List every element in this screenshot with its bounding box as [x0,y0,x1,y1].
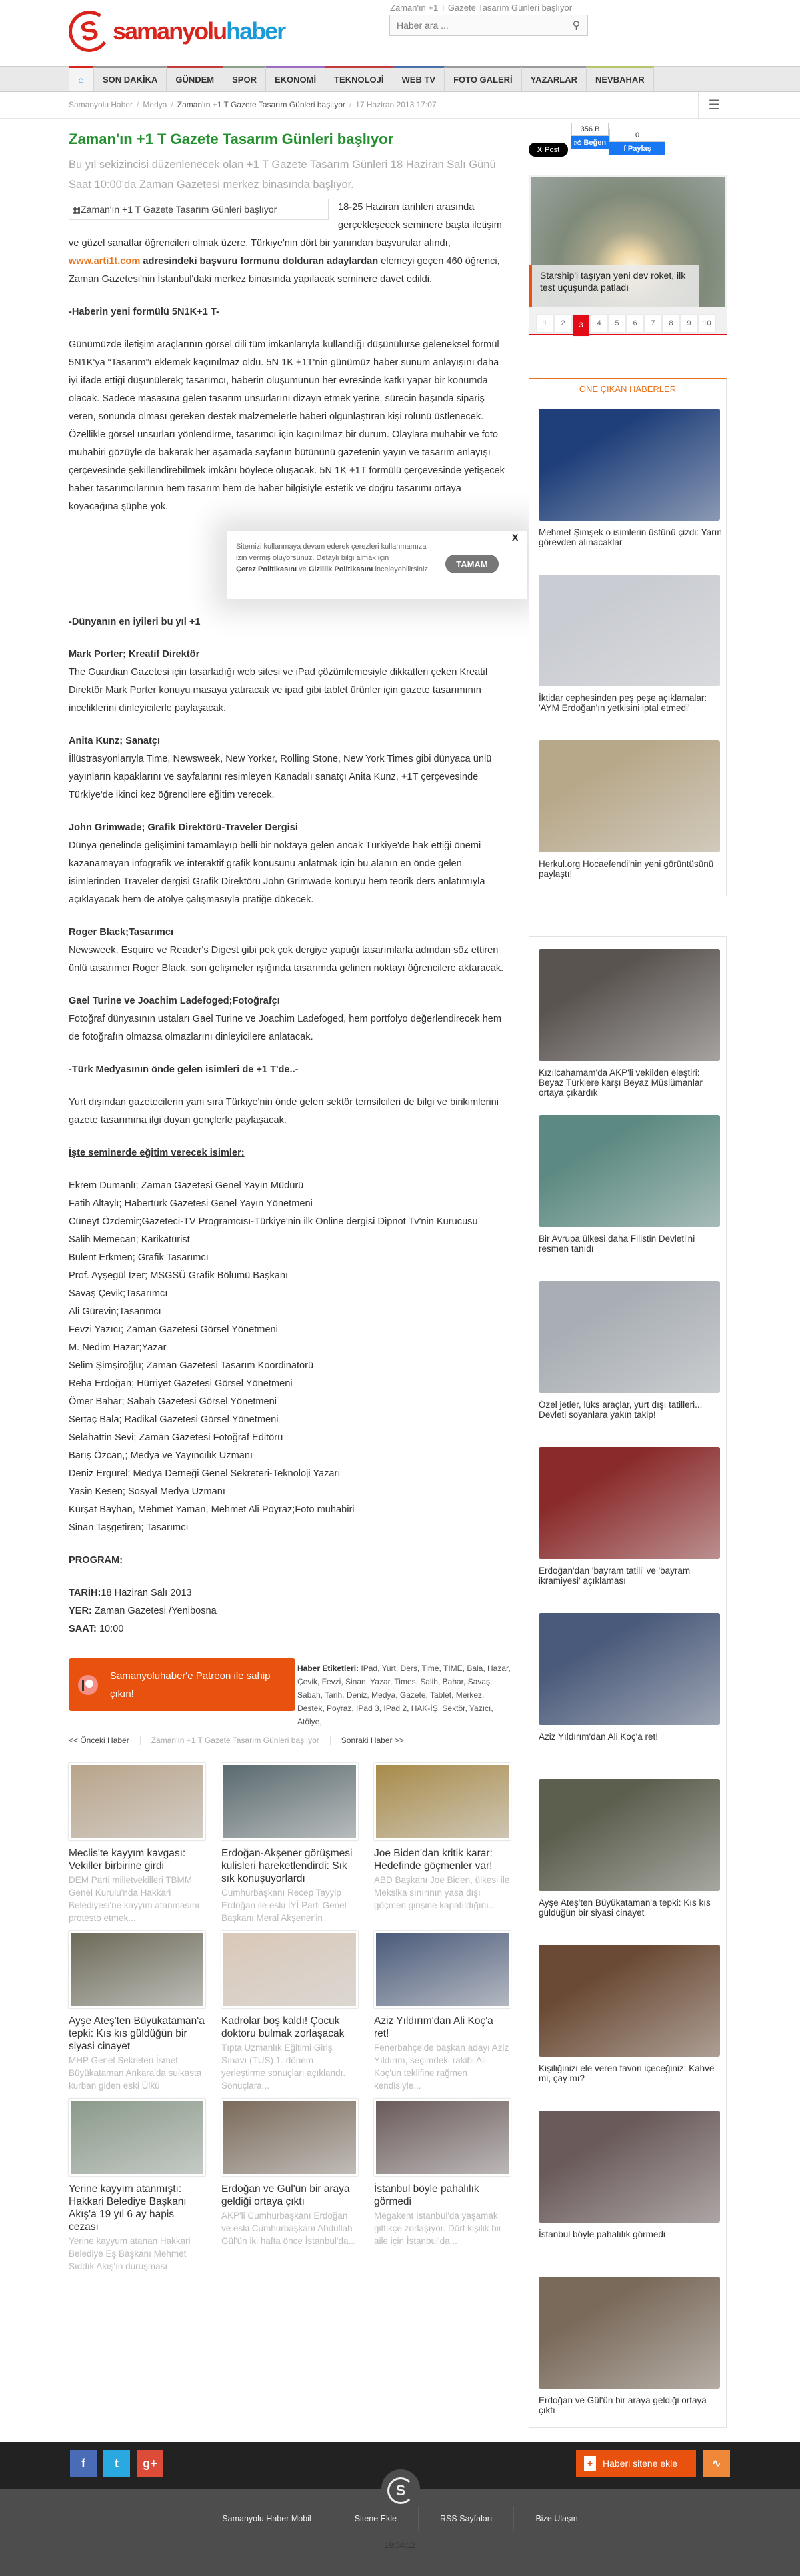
nav-item[interactable]: SPOR [223,66,266,91]
search-icon[interactable]: ⚲ [565,15,587,35]
nav-home-icon[interactable]: ⌂ [69,66,94,91]
headline-slider[interactable] [529,175,727,335]
article-text: Yurt dışından gazetecilerin yanı sıra Türkiye'nin önde gelen sektör temsilcileri de bilgi ve birikimlerini gazete tasarımına ilgi duyan gençlerle paylaşacak. [69,1097,499,1126]
close-icon[interactable]: X [512,532,519,543]
article-paragraph [69,1061,505,1079]
tags-label: Haber Etiketleri [297,1664,357,1673]
speaker-line: Deniz Ergürel; Medya Derneği Genel Sekreteri-Teknoloji Yazarı [69,1468,341,1479]
nav-item[interactable]: EKONOMİ [266,66,325,91]
related-card[interactable] [69,1763,205,1924]
speaker-line: Cüneyt Özdemir;Gazeteci-TV Programcısı-Türkiye'nin ilk Online dergisi Dipnot Tv'nin Kurucusu [69,1216,478,1227]
article-paragraph [69,924,505,978]
thumbs-up-icon: 👍︎ [573,139,582,147]
slider-page-9[interactable]: 9 [681,315,697,332]
add-site-label: Haberi sitene ekle [603,2458,678,2469]
breadcrumb-home[interactable]: Samanyolu Haber [69,100,133,109]
more-news-item[interactable] [529,2277,726,2443]
slider-page-5[interactable]: 5 [609,315,625,332]
breadcrumb-category[interactable]: Medya [143,100,167,109]
news-tags: Haber Etiketleri: IPad, Yurt, Ders, Time, TIME, Bala, Hazar, Çevik, Fevzi, Sinan, Yazar, Times, Salih, Bahar, Savaş, Sabah, Tarih, Deniz, Medya, Gazete, Tablet, Merkez, Destek, Poyraz, IPad 3, IPad 2, HAK-İŞ, Sektör, Yazıcı, Atölye, [297,1664,511,1726]
more-news-item[interactable] [529,1779,726,1945]
more-news-image[interactable] [539,1281,720,1393]
article-paragraph [69,613,505,631]
slider-page-1[interactable]: 1 [537,315,553,332]
nav-item[interactable]: TEKNOLOJİ [325,66,393,91]
speaker-line: Selim Şimşiroğlu; Zaman Gazetesi Tasarım Koordinatörü [69,1360,314,1371]
article-paragraph [69,1552,505,1570]
more-news-item[interactable] [529,1447,726,1613]
speaker-line: Ömer Bahar; Sabah Gazetesi Görsel Yönetmeni [69,1396,277,1407]
more-news-image[interactable] [539,1613,720,1725]
related-card[interactable] [221,1763,358,1924]
related-image[interactable] [69,2099,205,2176]
related-summary: Cumhurbaşkanı Recep Tayyip Erdoğan ile eski İYİ Parti Genel Başkanı Meral Akşener'in [221,1888,347,1923]
related-image[interactable] [374,1763,511,1840]
broken-image-icon: ▦ [72,204,81,215]
cookie-text [236,541,439,575]
breadcrumb-bar [0,92,800,119]
slider-page-8[interactable]: 8 [663,315,679,332]
related-card[interactable] [69,2099,205,2273]
related-card[interactable] [374,1763,511,1924]
article-subheading: Anita Kunz; Sanatçı [69,736,161,746]
article-paragraph [69,732,505,804]
article-paragraph [69,1144,505,1162]
more-news-title[interactable]: Kızılcahamam'da AKP'li vekilden eleştiri: Beyaz Türklere karşı Beyaz Müslümanlar ortaya çıkardık [539,1068,703,1098]
like-count: 356 B [571,123,609,136]
nav-item[interactable]: GÜNDEM [167,66,223,91]
article-subheading: Mark Porter; Kreatif Direktör [69,649,200,660]
related-summary: AKP'li Cumhurbaşkanı Erdoğan ve eski Cumhurbaşkanı Abdullah Gül'ün iki hafta önce İstanbul'da... [221,2211,356,2246]
related-card[interactable] [221,2099,358,2273]
slider-page-10[interactable]: 10 [699,315,715,332]
related-title[interactable]: Kadrolar boş kaldı! Çocuk doktoru bulmak zorlaşacak [221,2015,345,2039]
article-paragraph [69,336,505,516]
article-text: İllüstrasyonlarıyla Time, Newsweek, New Yorker, Rolling Stone, New York Times gibi dünyaca ünlü yayınların kapaklarını ve sayfalarını resimleyen Kanadalı sanatçı Anita Kunz, +1T çerçevesinde Türkiye'de ikinci kez öğrencilere eğitim verecek. [69,754,492,800]
featured-item[interactable] [529,740,726,906]
more-news-item[interactable] [529,1613,726,1779]
breadcrumb-current: Zaman'ın +1 T Gazete Tasarım Günleri başlıyor [177,100,345,109]
cookie-accept-button[interactable]: TAMAM [445,555,499,573]
main-nav [0,66,800,92]
related-title[interactable]: Joe Biden'dan kritik karar: Hedefinde göçmenler var! [374,1848,493,1872]
nav-item[interactable]: FOTO GALERİ [445,66,522,91]
more-news-title[interactable]: Kişiliğinizi ele veren favori içeceğiniz: Kahve mi, çay mı? [539,2063,715,2083]
speaker-line: Reha Erdoğan; Hürriyet Gazetesi Görsel Yönetmeni [69,1378,293,1389]
speaker-line: Prof. Ayşegül İzer; MSGSÜ Grafik Bölümü Başkanı [69,1270,289,1281]
breadcrumb: Samanyolu Haber / Medya / Zaman'ın +1 T Gazete Tasarım Günleri başlıyor / 17 Haziran 2013 17:07 [69,100,437,109]
add-to-site-button[interactable] [576,2450,696,2477]
more-news-item[interactable] [529,2111,726,2277]
speaker-line: Fevzi Yazıcı; Zaman Gazetesi Görsel Yönetmeni [69,1324,278,1335]
article-image-broken [69,199,329,220]
related-summary: Fenerbahçe'de başkan adayı Aziz Yıldırım, seçimdeki rakibi Ali Koç'un teklifine rağmen kendisiyle... [374,2043,509,2091]
speaker-line: Selahattin Sevi; Zaman Gazetesi Fotoğraf Editörü [69,1432,283,1443]
featured-image[interactable] [539,575,720,686]
privacy-policy-link[interactable]: Gizlilik Politikasını [308,565,373,573]
slider-page-7[interactable]: 7 [645,315,661,332]
featured-item[interactable] [529,409,726,575]
article-pager [69,1732,511,1748]
plus-doc-icon: + [584,2456,596,2471]
search-label: Zaman'ın +1 T Gazete Tasarım Günleri başlıyor [390,3,573,13]
featured-heading: ÖNE ÇIKAN HABERLER [529,378,727,398]
nav-item[interactable]: NEVBAHAR [587,66,654,91]
article-subheading: İşte seminerde eğitim verecek isimler: [69,1148,245,1158]
footer-link[interactable]: Bize Ulaşın [535,2514,578,2523]
more-news-item[interactable] [529,1945,726,2111]
facebook-like[interactable] [571,123,609,149]
logo-text-samanyolu: samanyolu [113,17,227,45]
article-text: Fotoğraf dünyasının ustaları Gael Turine ve Joachim Ladefoged, hem portfolyo değerlendirecek hem de fotoğrafın olmazsa olmazlarını dinleyicilere anlatacak. [69,1014,501,1042]
article-text: Günümüzde iletişim araçlarının görsel dili tüm imkanlarıyla kullandığı düşünülürse geleneksel formül 5N1K'ya “Tasarım”ı eklemek kaçınılmaz oldu. 5N 1K +1T'nin günümüz haber sunum anlayışını daha iyi ifade ettiği düşünülerek; tasarımcı, haberin oluşumunun her evresinde katkı yapar bir konumda olacak. Sadece masasına gelen tasarım unsurlarını dizayn etmek yerine, sürecin başında sipariş veren, sonunda olması gereken destek malzemelerle haberi olgunlaştıran kişi rolünü üstlenecek. Özellikle görsel unsurları yönlendirme, tasarımcı için kaçınılmaz bir durum. Olaylara muhabir ve foto muhabiri gözüyle de bakarak her aşamada sayfanın bütününü gazetenin yayın ve tasarım anlayışı çerçevesinde şekillendirebilmek imkânı böylece oluşacak. 5N 1K +1T formülü çerçevesinde yetişecek haber tasarımcılarının hem tasarım hem de haber bilgisiyle estetik ve doğru tasarımı ortaya koyacağına şüphe yok. [69,339,505,512]
search-box [389,15,588,36]
article-footer [69,1658,511,2273]
featured-title[interactable]: İktidar cephesinden peş peşe açıklamalar: 'AYM Erdoğan'ın yetkisini iptal etmedi' [539,693,707,713]
slider-page-4[interactable]: 4 [591,315,607,332]
more-news-image[interactable] [539,2111,720,2223]
slider-page-2[interactable]: 2 [555,315,571,332]
footer-links [0,2506,800,2531]
slider-caption[interactable]: Starship'i taşıyan yeni dev roket, ilk test uçuşunda patladı [529,265,699,307]
article-subheading: Roger Black;Tasarımcı [69,927,174,938]
article-text: Newsweek, Esquire ve Reader's Digest gibi pek çok dergiye yaptığı tasarımlarla adından söz ettiren ünlü tasarımcı Roger Black, son gelişmeler ışığında tasarımda gelinen noktayı öğrencilere aktaracak. [69,945,504,974]
article-subheading: -Türk Medyasının önde gelen isimleri de +1 T'de..- [69,1064,299,1075]
related-summary: Yerine kayyum atanan Hakkari Belediye Eş Başkanı Mehmet Sıddık Akış'ın duruşması [69,2236,191,2271]
menu-icon[interactable]: ☰ [698,92,730,118]
speaker-line: Sertaç Bala; Radikal Gazetesi Görsel Yönetmeni [69,1414,279,1425]
logo-text-haber: haber [226,17,285,45]
footer-link[interactable]: Sitene Ekle [333,2506,419,2531]
article-lead: Bu yıl sekizincisi düzenlenecek olan +1 T Gazete Tasarım Günleri 18 Haziran Salı Günü Saat 10:00'da Zaman Gazetesi merkez binasında başlıyor. [69,159,496,191]
more-news-title[interactable]: Özel jetler, lüks araçlar, yurt dışı tatilleri... Devleti soyanlara yakın takip! [539,1400,703,1420]
pager-current: Zaman'ın +1 T Gazete Tasarım Günleri başlıyor [140,1736,331,1745]
related-summary: Tıpta Uzmanlık Eğitimi Giriş Sınavı (TUS) 1. dönem yerleştirme sonuçları açıklandı. Sonuçlara... [221,2043,346,2091]
related-title[interactable]: Erdoğan ve Gül'ün bir araya geldiği ortaya çıktı [221,2183,350,2207]
related-image[interactable] [221,1763,358,1840]
article-subheading: adresindeki başvuru formunu dolduran adaylardan [140,256,379,267]
article-paragraph [69,303,505,321]
facebook-icon[interactable]: f [70,2450,97,2477]
more-news-image[interactable] [539,1115,720,1227]
x-post-label: Post [545,145,560,154]
featured-image[interactable] [539,409,720,521]
tags-list[interactable]: IPad, Yurt, Ders, Time, TIME, Bala, Hazar, Çevik, Fevzi, Sinan, Yazar, Times, Salih, Bahar, Savaş, Sabah, Tarih, Deniz, Medya, Gazete, Tablet, Merkez, Destek, Poyraz, IPad 3, IPad 2, HAK-İŞ, Sektör, Yazıcı, Atölye, [297,1664,511,1726]
related-image[interactable] [69,1763,205,1840]
article-text: 18 Haziran Salı 2013 [101,1588,192,1598]
more-news-item[interactable] [529,1281,726,1447]
article-subheading: PROGRAM: [69,1555,123,1566]
cookie-text-2: inceleyebilirsiniz. [375,565,431,573]
next-news-link[interactable]: Sonraki Haber >> [341,1736,404,1745]
footer-link[interactable]: RSS Sayfaları [419,2506,515,2531]
related-summary: MHP Genel Sekreteri İsmet Büyükataman Ankara'da suikasta kurban giden eski Ülkü [69,2055,202,2091]
google-plus-icon[interactable]: g+ [137,2450,163,2477]
article-text: Dünya genelinde gelişimini tamamlayıp belli bir noktaya gelen ancak Türkiye'de hak ettiği önemi kazanamayan infografik ve interaktif grafik konusunu anlatmak için bu alanın en önde gelen isimlerinden Traveler dergisi Grafik Direktörü John Grimwade konuyu hem teorik ders anlatımıyla açıklayacak hem de atölye çalışmasıyla pratiğe dökecek. [69,840,485,905]
twitter-icon[interactable]: t [103,2450,130,2477]
slider-pager [537,315,715,336]
like-label: Beğen [583,139,607,147]
related-image[interactable] [69,1931,205,2008]
article-subheading: John Grimwade; Grafik Direktörü-Traveler Dergisi [69,822,298,833]
article-text: The Guardian Gazetesi için tasarladığı web sitesi ve iPad çözümlemesiyle dikkatleri çeken Kreatif Direktör Mark Porter konuyu masaya yatıracak ve ipad gibi tablet ürünler için gazete tasarımının inceliklerini dinleyicilerle paylaşacak. [69,667,488,714]
related-card[interactable] [221,1931,358,2092]
featured-news [529,398,727,896]
article-paragraph [69,1094,505,1130]
cookie-and: ve [299,565,307,573]
related-summary: ABD Başkanı Joe Biden, ülkesi ile Meksika sınırının yasa dışı göçmen girişine kapatıldığını... [374,1875,510,1910]
speaker-line: Savaş Çevik;Tasarımcı [69,1288,168,1299]
patreon-button[interactable] [69,1658,295,1711]
speaker-line: Ali Gürevin;Tasarımcı [69,1306,161,1317]
featured-title[interactable]: Herkul.org Hocaefendi'nin yeni görüntüsünü paylaştı! [539,859,714,879]
featured-image[interactable] [539,740,720,852]
featured-title[interactable]: Mehmet Şimşek o isimlerin üstünü çizdi: Yarın görevden alınacaklar [539,527,722,547]
main-column [69,199,519,2273]
more-news-image[interactable] [539,1779,720,1891]
cookie-policy-link[interactable]: Çerez Politikasını [236,565,297,573]
more-news-title[interactable]: Aziz Yıldırım'dan Ali Koç'a ret! [539,1732,658,1742]
speaker-line: Fatih Altaylı; Habertürk Gazetesi Genel Yayın Yönetmeni [69,1198,313,1209]
article-paragraph [69,819,505,909]
related-title[interactable]: İstanbul böyle pahalılık görmedi [374,2183,479,2207]
slider-page-3[interactable]: 3 [573,315,589,336]
article-subheading: -Dünyanın en iyileri bu yıl +1 [69,617,201,627]
share-label: Paylaş [627,145,651,153]
cookie-banner [227,531,527,599]
related-image[interactable] [374,2099,511,2176]
article-link[interactable]: www.arti1t.com [69,256,141,267]
related-summary: Megakent İstanbul'da yaşamak gittikçe zorlaşıyor. Dört kişilik bir aile için İstanbul'da... [374,2211,502,2246]
patreon-label: Samanyoluhaber'e Patreon ile sahip çıkın! [110,1670,271,1700]
article-title: Zaman'ın +1 T Gazete Tasarım Günleri başlıyor [69,131,394,147]
more-news-title[interactable]: Erdoğan'dan 'bayram tatili' ve 'bayram ikramiyesi' açıklaması [539,1566,691,1586]
footer-logo-s-icon: S [387,2477,414,2504]
article-text: 18-25 Haziran tarihleri arasında gerçekleşecek seminere başta iletişim ve güzel sanatlar öğrencileri olmak üzere, Türkiye'nin dört bir yanından başvurular alındı, [69,202,502,249]
article-subheading: YER: [69,1606,92,1616]
related-card[interactable] [374,1931,511,2092]
nav-item[interactable]: SON DAKİKA [94,66,167,91]
article-subheading: -Haberin yeni formülü 5N1K+1 T- [69,307,219,317]
x-post-button[interactable] [529,143,568,157]
speaker-line: Yasin Kesen; Sosyal Medya Uzmanı [69,1486,225,1497]
article-subheading: Gael Turine ve Joachim Ladefoged;Fotoğrafçı [69,996,280,1006]
more-news-title[interactable]: İstanbul böyle pahalılık görmedi [539,2229,665,2239]
related-image[interactable] [374,1931,511,2008]
more-news-item[interactable] [529,1115,726,1281]
more-news-image[interactable] [539,1945,720,2057]
nav-item[interactable]: YAZARLAR [522,66,587,91]
article-paragraph [69,646,505,718]
article-subheading: SAAT: [69,1624,97,1634]
cookie-text-1: Sitemizi kullanmaya devam ederek çerezleri kullanmamıza izin vermiş oluyorsunuz. Detaylı bilgi almak için [236,543,427,562]
more-news-title[interactable]: Erdoğan ve Gül'ün bir araya geldiği ortaya çıktı [539,2395,707,2415]
article-body [69,199,519,1638]
article-text: Zaman Gazetesi /Yenibosna [91,1606,217,1616]
breadcrumb-date: 17 Haziran 2013 17:07 [355,100,437,109]
search-input[interactable] [390,15,565,35]
site-logo[interactable] [69,8,292,55]
rss-icon[interactable]: ∿ [703,2450,730,2477]
speaker-line: M. Nedim Hazar;Yazar [69,1342,167,1353]
article-text: 10:00 [96,1624,124,1634]
speaker-line: Salih Memecan; Karikatürist [69,1234,190,1245]
more-news-image[interactable] [539,949,720,1061]
patreon-icon [78,1675,98,1695]
related-title[interactable]: Ayşe Ateş'ten Büyükataman'a tepki: Kıs kıs güldüğün bir siyasi cinayet [69,2015,205,2052]
footer-link[interactable]: Samanyolu Haber Mobil [201,2506,333,2531]
nav-item[interactable]: WEB TV [393,66,445,91]
article-text: elemeyi geçen 460 öğrenci, Zaman Gazetesi'nin İstanbul'daki merkez binasında yapılacak seminere davet edildi. [69,256,500,285]
speaker-line: Kürşat Bayhan, Mehmet Yaman, Mehmet Ali Poyraz;Foto muhabiri [69,1504,355,1515]
related-summary: DEM Parti milletvekilleri TBMM Genel Kurulu'nda Hakkari Belediyesi'ne kayyım atanmasını protesto etmek... [69,1875,200,1923]
footer-clock: 19:34:12 [384,2541,416,2550]
related-title[interactable]: Meclis'te kayyım kavgası: Vekiller birbirine girdi [69,1848,186,1872]
x-icon: X [537,145,543,154]
more-news-title[interactable]: Bir Avrupa ülkesi daha Filistin Devleti'ni resmen tanıdı [539,1234,695,1254]
related-title[interactable]: Aziz Yıldırım'dan Ali Koç'a ret! [374,2015,493,2039]
facebook-icon: f [623,145,626,153]
prev-news-link[interactable]: << Önceki Haber [69,1736,129,1745]
slider-page-6[interactable]: 6 [627,315,643,332]
article-paragraph [69,992,505,1046]
related-card[interactable] [374,2099,511,2273]
article-image-alt: Zaman'ın +1 T Gazete Tasarım Günleri başlıyor [81,204,277,215]
logo-s-icon: S [65,7,113,55]
article-subheading: TARİH: [69,1588,101,1598]
speaker-line: Bülent Erkmen; Grafik Tasarımcı [69,1252,209,1263]
related-title[interactable]: Erdoğan-Akşener görüşmesi kulisleri hareketlendirdi: Sık sık konuşuyorlardı [221,1848,353,1884]
article-paragraph [69,1177,505,1537]
related-image[interactable] [221,1931,358,2008]
speaker-line: Ekrem Dumanlı; Zaman Gazetesi Genel Yayın Müdürü [69,1180,304,1191]
related-news [69,1763,511,2273]
more-news-title[interactable]: Ayşe Ateş'ten Büyükataman'a tepki: Kıs kıs güldüğün bir siyasi cinayet [539,1898,711,1918]
more-news [529,936,727,2428]
speaker-line: Sinan Taşgetiren; Tasarımcı [69,1522,189,1533]
more-news-image[interactable] [539,1447,720,1559]
related-image[interactable] [221,2099,358,2176]
more-news-item[interactable] [529,949,726,1115]
related-title[interactable]: Yerine kayyım atanmıştı: Hakkari Belediye Başkanı Akış'a 19 yıl 6 ay hapis cezası [69,2183,187,2233]
share-count: 0 [609,129,665,142]
facebook-share[interactable] [609,129,665,155]
featured-item[interactable] [529,575,726,740]
speaker-line: Barış Özcan,; Medya ve Yayıncılık Uzmanı [69,1450,253,1461]
article-paragraph [69,1584,505,1638]
related-card[interactable] [69,1931,205,2092]
more-news-image[interactable] [539,2277,720,2389]
